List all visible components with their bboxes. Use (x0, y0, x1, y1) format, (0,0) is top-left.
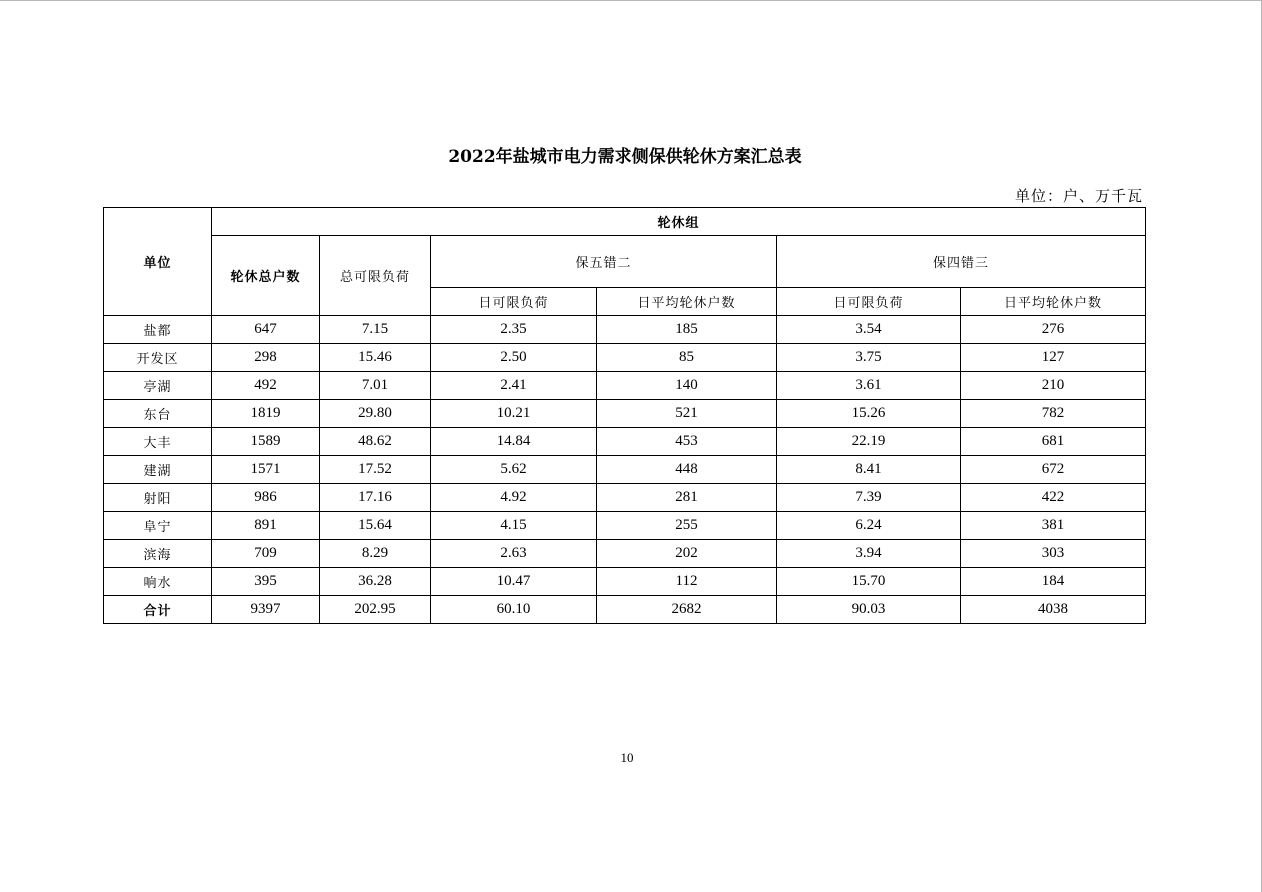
total-row (104, 596, 1146, 624)
cell-sum-total-limit-load: 202.95 (320, 596, 431, 624)
cell-b-daily-load: 3.61 (777, 372, 961, 400)
cell-unit: 亭湖 (104, 372, 212, 400)
cell-a-daily-load: 2.41 (431, 372, 597, 400)
table-row (104, 400, 1146, 428)
cell-unit: 响水 (104, 568, 212, 596)
header-a-daily-limit-load: 日可限负荷 (431, 288, 597, 316)
cell-a-daily-load: 4.92 (431, 484, 597, 512)
cell-unit: 大丰 (104, 428, 212, 456)
cell-a-daily-load: 10.47 (431, 568, 597, 596)
cell-total-households: 395 (212, 568, 320, 596)
header-unit: 单位 (104, 208, 212, 316)
cell-total-households: 986 (212, 484, 320, 512)
cell-total-limit-load: 36.28 (320, 568, 431, 596)
cell-sum-a-daily-households: 2682 (597, 596, 777, 624)
cell-total-limit-load: 29.80 (320, 400, 431, 428)
cell-total-limit-load: 8.29 (320, 540, 431, 568)
table-row (104, 568, 1146, 596)
cell-a-daily-load: 2.63 (431, 540, 597, 568)
cell-total-limit-load: 17.16 (320, 484, 431, 512)
cell-a-daily-households: 140 (597, 372, 777, 400)
cell-b-daily-households: 672 (961, 456, 1146, 484)
cell-unit: 阜宁 (104, 512, 212, 540)
cell-total-households: 647 (212, 316, 320, 344)
cell-a-daily-households: 521 (597, 400, 777, 428)
cell-sum-total-households: 9397 (212, 596, 320, 624)
cell-b-daily-households: 422 (961, 484, 1146, 512)
cell-total-households: 709 (212, 540, 320, 568)
rotation-summary-table (103, 207, 1146, 624)
header-total-households: 轮休总户数 (212, 236, 320, 316)
cell-total-households: 891 (212, 512, 320, 540)
table-row (104, 428, 1146, 456)
header-plan-four-three: 保四错三 (777, 236, 1146, 288)
cell-unit: 滨海 (104, 540, 212, 568)
cell-total-limit-load: 15.46 (320, 344, 431, 372)
cell-b-daily-households: 782 (961, 400, 1146, 428)
table-row (104, 372, 1146, 400)
cell-total-households: 1571 (212, 456, 320, 484)
cell-total-households: 1589 (212, 428, 320, 456)
cell-b-daily-load: 3.75 (777, 344, 961, 372)
cell-a-daily-households: 448 (597, 456, 777, 484)
cell-total-limit-load: 15.64 (320, 512, 431, 540)
cell-a-daily-households: 453 (597, 428, 777, 456)
cell-b-daily-load: 3.94 (777, 540, 961, 568)
cell-unit: 东台 (104, 400, 212, 428)
header-plan-five-two: 保五错二 (431, 236, 777, 288)
cell-b-daily-households: 681 (961, 428, 1146, 456)
header-a-daily-avg-households: 日平均轮休户数 (597, 288, 777, 316)
page-number: 10 (620, 750, 634, 765)
table-row (104, 456, 1146, 484)
cell-b-daily-load: 7.39 (777, 484, 961, 512)
document-title: 2022年盐城市电力需求侧保供轮休方案汇总表 (448, 147, 802, 167)
table-row (104, 512, 1146, 540)
cell-a-daily-load: 2.50 (431, 344, 597, 372)
header-b-daily-avg-households: 日平均轮休户数 (961, 288, 1146, 316)
cell-b-daily-households: 127 (961, 344, 1146, 372)
cell-b-daily-load: 3.54 (777, 316, 961, 344)
cell-a-daily-households: 112 (597, 568, 777, 596)
cell-a-daily-load: 10.21 (431, 400, 597, 428)
cell-b-daily-load: 22.19 (777, 428, 961, 456)
cell-sum-b-daily-households: 4038 (961, 596, 1146, 624)
cell-b-daily-load: 15.26 (777, 400, 961, 428)
table-row (104, 344, 1146, 372)
cell-a-daily-households: 255 (597, 512, 777, 540)
cell-unit: 盐都 (104, 316, 212, 344)
cell-total-households: 298 (212, 344, 320, 372)
cell-b-daily-load: 8.41 (777, 456, 961, 484)
cell-a-daily-households: 85 (597, 344, 777, 372)
unit-note: 单位：户、万千瓦 (1014, 187, 1143, 205)
cell-sum-b-daily-load: 90.03 (777, 596, 961, 624)
table-row (104, 316, 1146, 344)
cell-b-daily-load: 6.24 (777, 512, 961, 540)
cell-sum-a-daily-load: 60.10 (431, 596, 597, 624)
cell-b-daily-households: 210 (961, 372, 1146, 400)
cell-unit: 射阳 (104, 484, 212, 512)
header-rotation-group: 轮休组 (212, 208, 1146, 236)
cell-total-limit-load: 17.52 (320, 456, 431, 484)
cell-a-daily-load: 14.84 (431, 428, 597, 456)
cell-total-households: 1819 (212, 400, 320, 428)
cell-b-daily-households: 184 (961, 568, 1146, 596)
cell-a-daily-load: 5.62 (431, 456, 597, 484)
cell-total-limit-load: 7.15 (320, 316, 431, 344)
table-body (104, 316, 1146, 624)
cell-a-daily-load: 4.15 (431, 512, 597, 540)
cell-unit: 开发区 (104, 344, 212, 372)
cell-total-limit-load: 48.62 (320, 428, 431, 456)
cell-b-daily-households: 276 (961, 316, 1146, 344)
cell-a-daily-households: 185 (597, 316, 777, 344)
cell-a-daily-households: 281 (597, 484, 777, 512)
header-total-limit-load: 总可限负荷 (320, 236, 431, 316)
cell-b-daily-households: 303 (961, 540, 1146, 568)
table-row (104, 540, 1146, 568)
table-row (104, 484, 1146, 512)
cell-a-daily-load: 2.35 (431, 316, 597, 344)
cell-b-daily-households: 381 (961, 512, 1146, 540)
header-b-daily-limit-load: 日可限负荷 (777, 288, 961, 316)
cell-b-daily-load: 15.70 (777, 568, 961, 596)
cell-unit: 建湖 (104, 456, 212, 484)
cell-total-households: 492 (212, 372, 320, 400)
cell-total-label: 合计 (104, 596, 212, 624)
cell-a-daily-households: 202 (597, 540, 777, 568)
cell-total-limit-load: 7.01 (320, 372, 431, 400)
